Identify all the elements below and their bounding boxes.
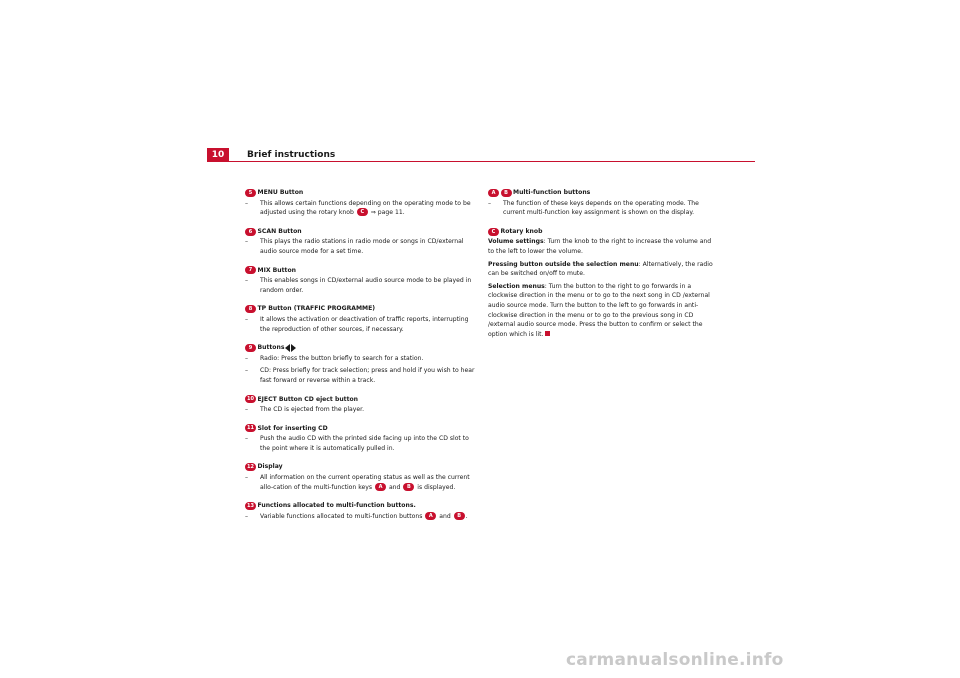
list-item: – This allows certain functions depending on the operating mode to be adjusted using the rotary knob C ⇒ page 11.: [245, 199, 471, 217]
section-arrow-buttons: [245, 343, 475, 385]
callout-badge: 8: [245, 305, 256, 313]
watermark: carmanualsonline.info: [566, 650, 784, 670]
section-title: MIX Button: [257, 266, 296, 274]
list-item: – All information on the current operating status as well as the current allo-cation of the multi-function keys A and B is displayed.: [245, 474, 470, 491]
paragraph-mute: Pressing button outside the selection menu: Alternatively, the radio can be switched on/off to mute.: [488, 260, 713, 278]
callout-badge: B: [403, 483, 414, 491]
callout-badge: 13: [245, 502, 256, 510]
right-column: [488, 188, 718, 348]
section-menu-button: [245, 188, 475, 218]
paragraph-volume: Volume settings: Turn the knob to the right to increase the volume and to the left to lower the volume.: [488, 238, 712, 255]
callout-badge: A: [425, 512, 436, 520]
section-multifunction-buttons: [488, 188, 718, 218]
list-item: – The CD is ejected from the player.: [245, 406, 365, 414]
list-item: – This plays the radio stations in radio mode or songs in CD/external audio source mode for a set time.: [245, 238, 464, 255]
callout-badge: 6: [245, 228, 256, 236]
callout-badge: C: [488, 228, 499, 236]
callout-badge: A: [488, 189, 499, 197]
section-rotary-knob: [488, 227, 718, 340]
section-title: Functions allocated to multi-function buttons.: [257, 502, 416, 510]
callout-badge: B: [454, 512, 465, 520]
page-number: 10: [207, 148, 229, 162]
section-scan-button: [245, 227, 475, 257]
section-title: Display: [257, 463, 283, 471]
arrow-right-icon: [291, 344, 296, 352]
section-title: Rotary knob: [500, 227, 543, 235]
callout-badge: 9: [245, 344, 256, 352]
callout-badge: B: [501, 189, 512, 197]
callout-badge: C: [357, 208, 368, 216]
section-title: Slot for inserting CD: [257, 424, 328, 432]
header-divider: [207, 161, 755, 162]
page-header: [207, 148, 755, 162]
paragraph-selection: Selection menus: Turn the button to the right to go forwards in a clockwise direction in the menu or to go to the next song in CD /external audio source mode. Turn the button to the left to go forwards in anti-clockwise direction in the menu or to go to the previous song in CD /external audio source mode. Press the button to confirm or select the option which is lit.: [488, 282, 710, 338]
section-mix-button: [245, 266, 475, 296]
callout-badge: 5: [245, 189, 256, 197]
section-eject-button: [245, 395, 475, 415]
section-multifunction-allocation: [245, 501, 475, 521]
section-title: TP Button (TRAFFIC PROGRAMME): [257, 305, 376, 313]
callout-badge: 12: [245, 463, 256, 471]
list-item: – This enables songs in CD/external audio source mode to be played in random order.: [245, 277, 472, 294]
callout-badge: 11: [245, 424, 256, 432]
list-item: – CD: Press briefly for track selection; press and hold if you wish to hear fast forward or reverse within a track.: [245, 367, 475, 384]
list-item: – Radio: Press the button briefly to search for a station.: [245, 354, 424, 362]
section-title: Multi-function buttons: [513, 189, 591, 196]
arrow-left-icon: [285, 344, 290, 352]
section-title: MENU Button: [257, 189, 304, 196]
section-cd-slot: [245, 424, 475, 454]
callout-badge: 10: [245, 395, 256, 403]
callout-badge: 7: [245, 266, 256, 274]
page-title: Brief instructions: [247, 150, 336, 160]
section-title: Buttons: [257, 344, 285, 352]
callout-badge: A: [375, 483, 386, 491]
section-tp-button: [245, 304, 475, 334]
list-item: – It allows the activation or deactivation of traffic reports, interrupting the reproduction of other sources, if necessary.: [245, 315, 469, 333]
section-title: SCAN Button: [257, 227, 302, 235]
section-display: [245, 462, 475, 492]
section-end-icon: [545, 331, 550, 336]
list-item: – Push the audio CD with the printed side facing up into the CD slot to the point where it is automatically pulled in.: [245, 435, 469, 452]
list-item: – The function of these keys depends on the operating mode. The current multi-function key assignment is shown on the display.: [488, 199, 699, 217]
list-item: – Variable functions allocated to multi-function buttons A and B .: [245, 512, 468, 520]
section-title: EJECT Button CD eject button: [257, 395, 359, 403]
left-column: [245, 188, 475, 530]
